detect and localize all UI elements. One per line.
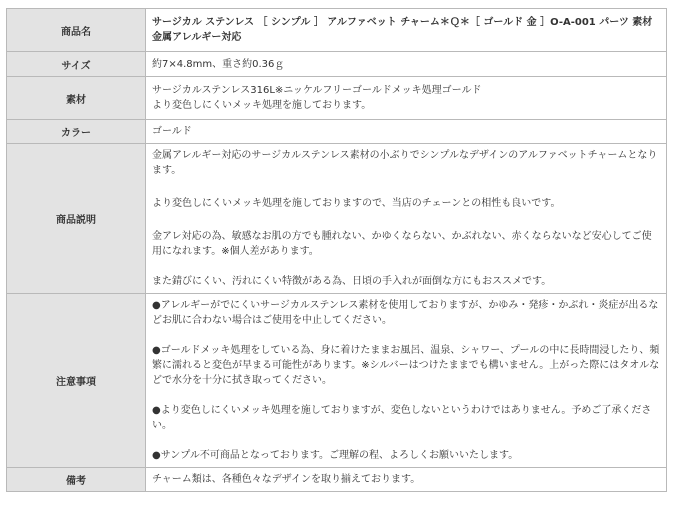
- material-value: [146, 77, 667, 120]
- note-allergy: ●アレルギーがでにくいサージカルステンレス素材を使用しておりますが、かゆみ・発疹・かぶれ・炎症が出るなどお肌に合わない場合はご使用を中止してください。: [152, 300, 659, 326]
- label-material: 素材: [7, 77, 146, 120]
- row-size: [7, 52, 667, 77]
- note-discoloration: ●より変色しにくいメッキ処理を施しておりますが、変色しないというわけではありません。予めご了承ください。: [152, 405, 652, 431]
- note-water: ●ゴールドメッキ処理をしている為、身に着けたままお風呂、温泉、シャワー、プールの中に長時間浸したり、頻繁に濡れると変色が早まる可能性があります。※シルバーはつけたままでも構いません。上がった際にはタオルなどで水分を十分に拭き取ってください。: [152, 345, 660, 386]
- label-color: カラー: [7, 120, 146, 144]
- size-value: 約7×4.8mm、重さ約0.36ｇ: [146, 52, 667, 77]
- row-notes: [7, 294, 667, 468]
- row-color: [7, 120, 667, 144]
- description-paragraph-1: 金属アレルギー対応のサージカルステンレス素材の小ぶりでシンプルなデザインのアルファベットチャームとなります。: [152, 150, 658, 176]
- description-paragraph-2: より変色しにくいメッキ処理を施しておりますので、当店のチェーンとの相性も良いです。: [152, 198, 561, 209]
- note-sample: ●サンプル不可商品となっております。ご理解の程、よろしくお願いいたします。: [152, 450, 519, 461]
- product-spec-table: [6, 8, 667, 492]
- color-value: ゴールド: [146, 120, 667, 144]
- description-paragraph-4: また錆びにくい、汚れにくい特徴がある為、日頃の手入れが面倒な方にもおススメです。: [152, 276, 552, 287]
- notes-value: [146, 294, 667, 468]
- remarks-value: チャーム類は、各種色々なデザインを取り揃えております。: [146, 468, 667, 492]
- label-notes: 注意事項: [7, 294, 146, 468]
- material-line-2: より変色しにくいメッキ処理を施しております。: [152, 100, 372, 111]
- label-product-name: 商品名: [7, 9, 146, 52]
- row-product-name: [7, 9, 667, 52]
- row-material: [7, 77, 667, 120]
- label-size: サイズ: [7, 52, 146, 77]
- product-spec-sheet: [6, 8, 667, 492]
- row-description: [7, 144, 667, 294]
- row-remarks: [7, 468, 667, 492]
- label-description: 商品説明: [7, 144, 146, 294]
- product-name-value: サージカル ステンレス ［ シンプル ］ アルファベット チャーム＊Ｑ＊［ ゴールド 金 ］O-A-001 パーツ 素材 金属アレルギー対応: [146, 9, 667, 52]
- material-line-1: サージカルステンレス316L※ニッケルフリーゴールドメッキ処理ゴールド: [152, 85, 482, 96]
- description-paragraph-3: 金アレ対応の為、敏感なお肌の方でも腫れない、かゆくならない、かぶれない、赤くならないなど安心してご使用になれます。※個人差があります。: [152, 231, 652, 257]
- label-remarks: 備考: [7, 468, 146, 492]
- description-value: [146, 144, 667, 294]
